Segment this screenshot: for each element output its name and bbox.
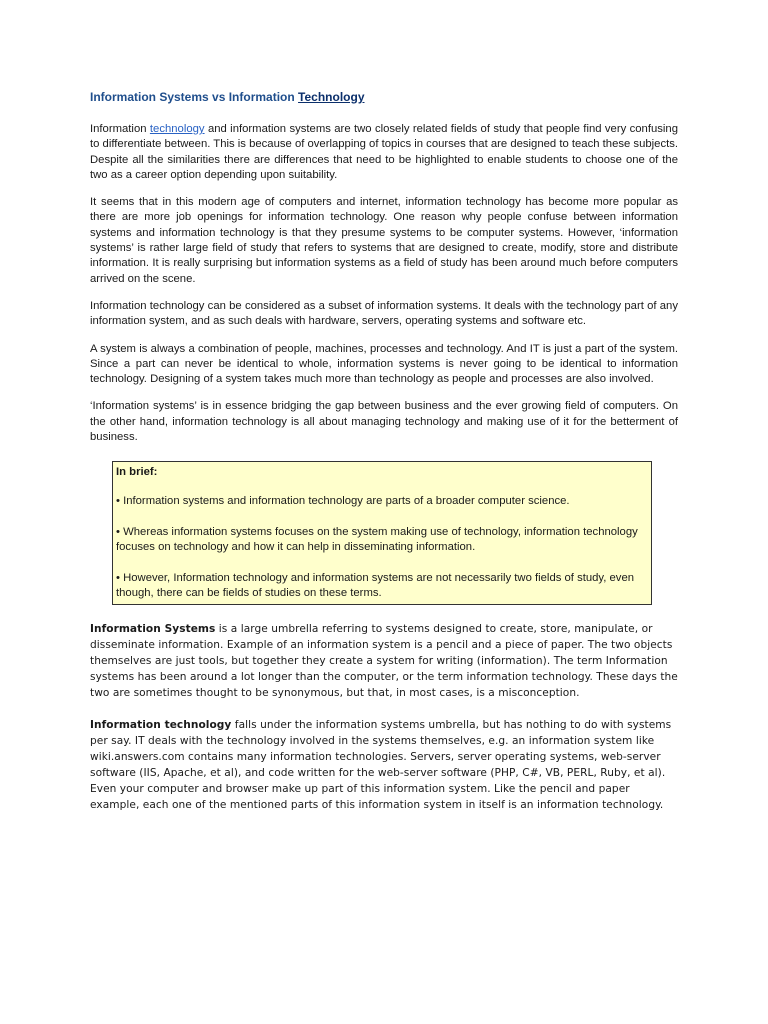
document-page bbox=[90, 89, 678, 829]
paragraph-subset: Information technology can be considered as a subset of information systems. It deals with the technology part of any information system, and as such deals with hardware, servers, operating systems and software etc. bbox=[90, 299, 678, 328]
intro-start: Information bbox=[90, 123, 150, 135]
technology-link[interactable]: technology bbox=[149, 123, 205, 135]
brief-item-3: • However, Information technology and information systems are not necessarily two fields of study, even though, there can be fields of studies on these terms. bbox=[116, 572, 635, 600]
definition-information-technology bbox=[90, 717, 678, 813]
title-text: Information Systems vs Information bbox=[90, 90, 299, 104]
document-title bbox=[90, 89, 678, 105]
term-information-systems: Information Systems bbox=[90, 623, 216, 636]
intro-rest: and information systems are two closely related fields of study that people find very confusing to differentiate between. This is because of overlapping of topics in courses that are designed to teach these subjects. Despite all the similarities there are differences that need to be highlighted to enable students to choose one of the two as a career option depending upon suitability. bbox=[90, 123, 679, 181]
term-information-technology: Information technology bbox=[90, 719, 232, 732]
brief-item-2: • Whereas information systems focuses on the system making use of technology, information technology focuses on technology and how it can help in disseminating information. bbox=[116, 526, 638, 554]
in-brief-title: In brief: bbox=[116, 466, 158, 479]
paragraph-system-combination: A system is always a combination of people, machines, processes and technology. And IT is just a part of the system. Since a part can never be identical to whole, information systems is never going to be identical to information technology. Designing of a system takes much more than technology as people and processes are also involved. bbox=[90, 342, 678, 386]
paragraph-intro bbox=[90, 122, 678, 183]
brief-item-1: • Information systems and information technology are parts of a broader computer science. bbox=[116, 495, 570, 508]
paragraph-bridging-gap: ‘Information systems’ is in essence bridging the gap between business and the ever growing field of computers. On the other hand, information technology is all about managing technology and making use of it for the betterment of business. bbox=[90, 400, 678, 444]
definition-information-systems bbox=[90, 621, 678, 701]
paragraph-modern-age: It seems that in this modern age of computers and internet, information technology has become more popular as there are more job openings for information technology. One reason why people confuse between information systems and information technology is that they presume systems to be computer systems. However, ‘information systems’ is rather large field of study that refers to systems that are designed to create, modify, store and distribute information. It is really surprising but information systems as a field of study has been around much before computers arrived on the scene. bbox=[90, 196, 678, 285]
in-brief-box bbox=[112, 461, 652, 605]
title-technology-link[interactable]: Technology bbox=[298, 90, 365, 104]
definition-is-text: is a large umbrella referring to systems designed to create, store, manipulate, or disseminate information. Example of an information system is a pencil and a piece of paper. The two objects themselves are just tools, but together they create a system for writing (information). The term Information systems has been around a lot longer than the computer, or the term information technology. These days the two are sometimes thought to be synonymous, but that, in most cases, is a misconception. bbox=[90, 623, 678, 700]
definition-it-text: falls under the information systems umbrella, but has nothing to do with systems per say. IT deals with the technology involved in the systems themselves, e.g. an information system like wiki.answers.com contains many information technologies. Servers, server operating systems, web-server software (IIS, Apache, et al), and code written for the web-server software (PHP, C#, VB, PERL, Ruby, et al). Even your computer and browser make up part of this information system. Like the pencil and paper example, each one of the mentioned parts of this information system in itself is an information technology. bbox=[90, 719, 672, 812]
